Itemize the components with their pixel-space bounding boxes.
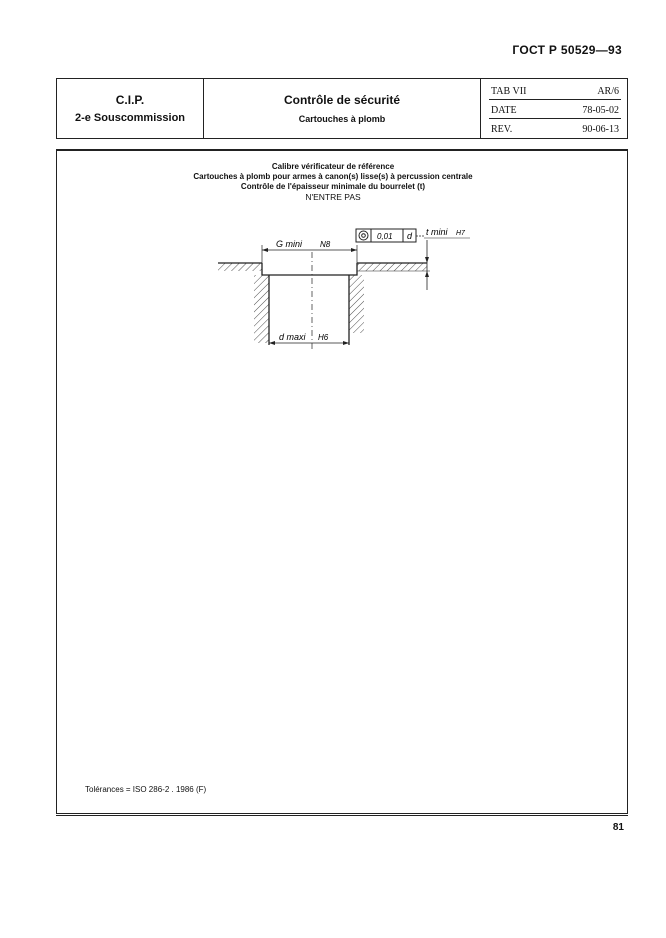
date-value: 78-05-02: [582, 105, 619, 116]
caption-line-1: Calibre vérificateur de référence: [271, 162, 395, 171]
arrow-icon: [425, 257, 429, 263]
caption-line-4: N'ENTRE PAS: [305, 192, 361, 202]
org-name: C.I.P.: [115, 93, 145, 107]
document-code: ГОСТ Р 50529—93: [512, 43, 622, 57]
footer-divider: [56, 815, 628, 816]
arrow-icon: [269, 341, 275, 345]
g-tol: N8: [320, 240, 331, 249]
concentricity-icon: [359, 231, 368, 240]
t-label: t mini: [426, 227, 448, 237]
tab-label: TAB VII: [491, 86, 527, 97]
tab-value: AR/6: [597, 86, 619, 97]
left-wall-hatch: [254, 275, 269, 343]
concentricity-icon-inner: [362, 234, 366, 238]
date-label: DATE: [491, 105, 517, 116]
d-tol: H6: [318, 333, 329, 342]
g-label: G mini: [276, 239, 303, 249]
tolerances-note: Tolérances = ISO 286-2 . 1986 (F): [85, 785, 207, 794]
rev-value: 90-06-13: [582, 124, 619, 135]
rev-label: REV.: [491, 124, 513, 135]
t-tol: H7: [456, 230, 465, 237]
geo-datum: d: [407, 231, 413, 241]
doc-subtitle: Cartouches à plomb: [298, 114, 386, 124]
subcommission: 2-e Souscommission: [74, 112, 186, 124]
right-surface-hatch: [357, 263, 427, 271]
caption-line-2: Cartouches à plomb pour armes à canon(s) lisse(s) à percussion centrale: [193, 172, 473, 181]
d-label: d maxi: [279, 332, 306, 342]
arrow-icon: [262, 248, 268, 252]
arrow-icon: [351, 248, 357, 252]
page-number: 81: [612, 822, 624, 833]
rim-recess-outline: [262, 263, 357, 275]
arrow-icon: [343, 341, 349, 345]
left-surface-hatch: [218, 263, 262, 271]
doc-title: Contrôle de sécurité: [283, 93, 401, 107]
geo-value: 0,01: [377, 232, 393, 241]
caption-line-3: Contrôle de l'épaisseur minimale du bourrelet (t): [240, 182, 426, 191]
arrow-icon: [425, 271, 429, 277]
right-wall-hatch: [349, 275, 364, 333]
